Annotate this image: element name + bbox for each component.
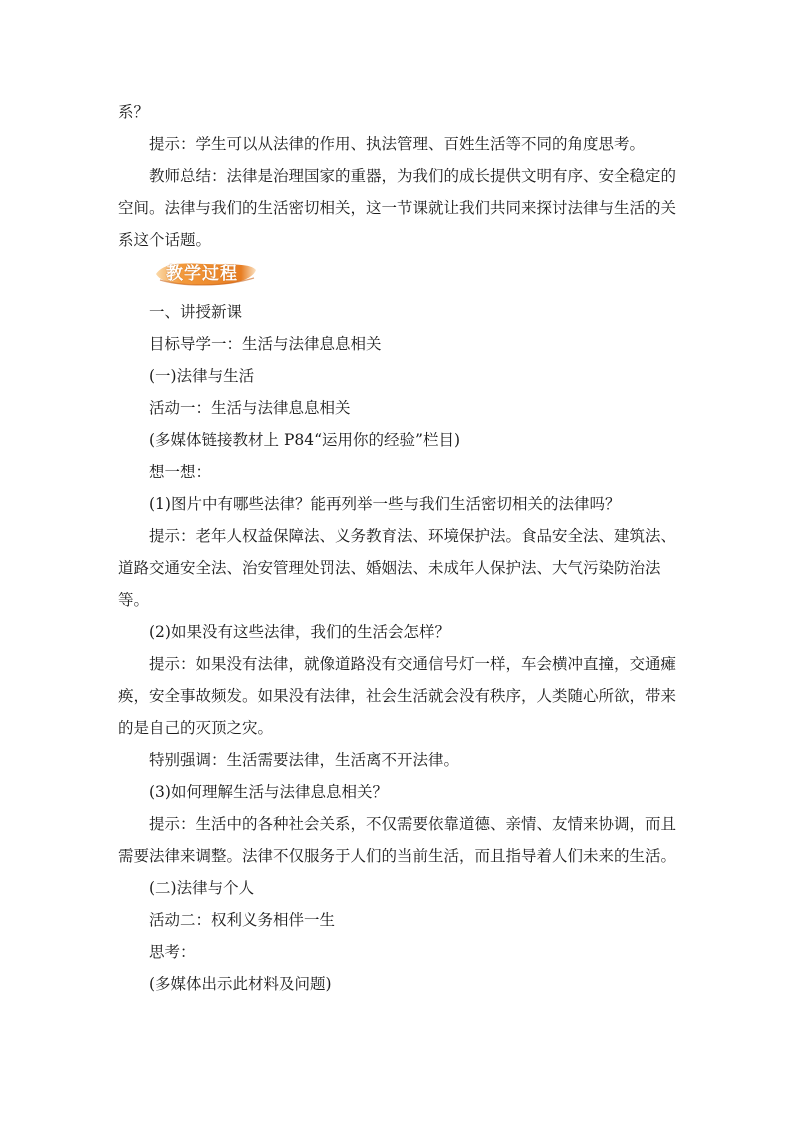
heading-activity-2: 活动二：权利义务相伴一生	[149, 911, 336, 929]
heading-activity-1: 活动一：生活与法律息息相关	[149, 399, 351, 417]
label-reflect: 思考：	[149, 943, 196, 961]
hint-1: 提示：老年人权益保障法、义务教育法、环境保护法。食品安全法、建筑法、道路交通安全法、治安管理处罚法、婚姻法、未成年人保护法、大气污染防治法等。	[118, 527, 677, 609]
heading-new-lesson: 一、讲授新课	[149, 303, 243, 321]
document-page	[118, 96, 678, 1000]
heading-goal-1: 目标导学一：生活与法律息息相关	[149, 335, 382, 353]
heading-law-and-individual: (二)法律与个人	[149, 879, 255, 897]
paragraph-continuation: 系？	[118, 103, 150, 121]
paragraph-teacher-summary: 教师总结：法律是治理国家的重器，为我们的成长提供文明有序、安全稳定的空间。法律与我们的生活密切相关，这一节课就让我们共同来探讨法律与生活的关系这个话题。	[118, 167, 677, 249]
hint-2: 提示：如果没有法律，就像道路没有交通信号灯一样，车会横冲直撞，交通瘫痪，安全事故频发。如果没有法律，社会生活就会没有秩序，人类随心所欲，带来的是自己的灭顶之灾。	[118, 655, 677, 737]
note-multimedia-material: (多媒体出示此材料及问题)	[149, 975, 332, 993]
special-emphasis: 特别强调：生活需要法律，生活离不开法律。	[149, 751, 460, 769]
label-think: 想一想：	[149, 463, 212, 481]
section-badge-row	[118, 256, 678, 296]
teaching-process-badge	[154, 260, 258, 288]
hint-3: 提示：生活中的各种社会关系，不仅需要依靠道德、亲情、友情来协调，而且需要法律来调整。法律不仅服务于人们的当前生活，而且指导着人们未来的生活。	[118, 815, 677, 865]
question-2: (2)如果没有这些法律，我们的生活会怎样？	[149, 623, 450, 641]
note-multimedia-link: (多媒体链接教材上 P84“运用你的经验”栏目)	[149, 431, 461, 449]
heading-law-and-life: (一)法律与生活	[149, 367, 255, 385]
question-3: (3)如何理解生活与法律息息相关？	[149, 783, 388, 801]
paragraph-hint: 提示：学生可以从法律的作用、执法管理、百姓生活等不同的角度思考。	[149, 135, 646, 153]
question-1: (1)图片中有哪些法律？能再列举一些与我们生活密切相关的法律吗？	[149, 495, 621, 513]
badge-label: 教学过程	[166, 264, 238, 284]
